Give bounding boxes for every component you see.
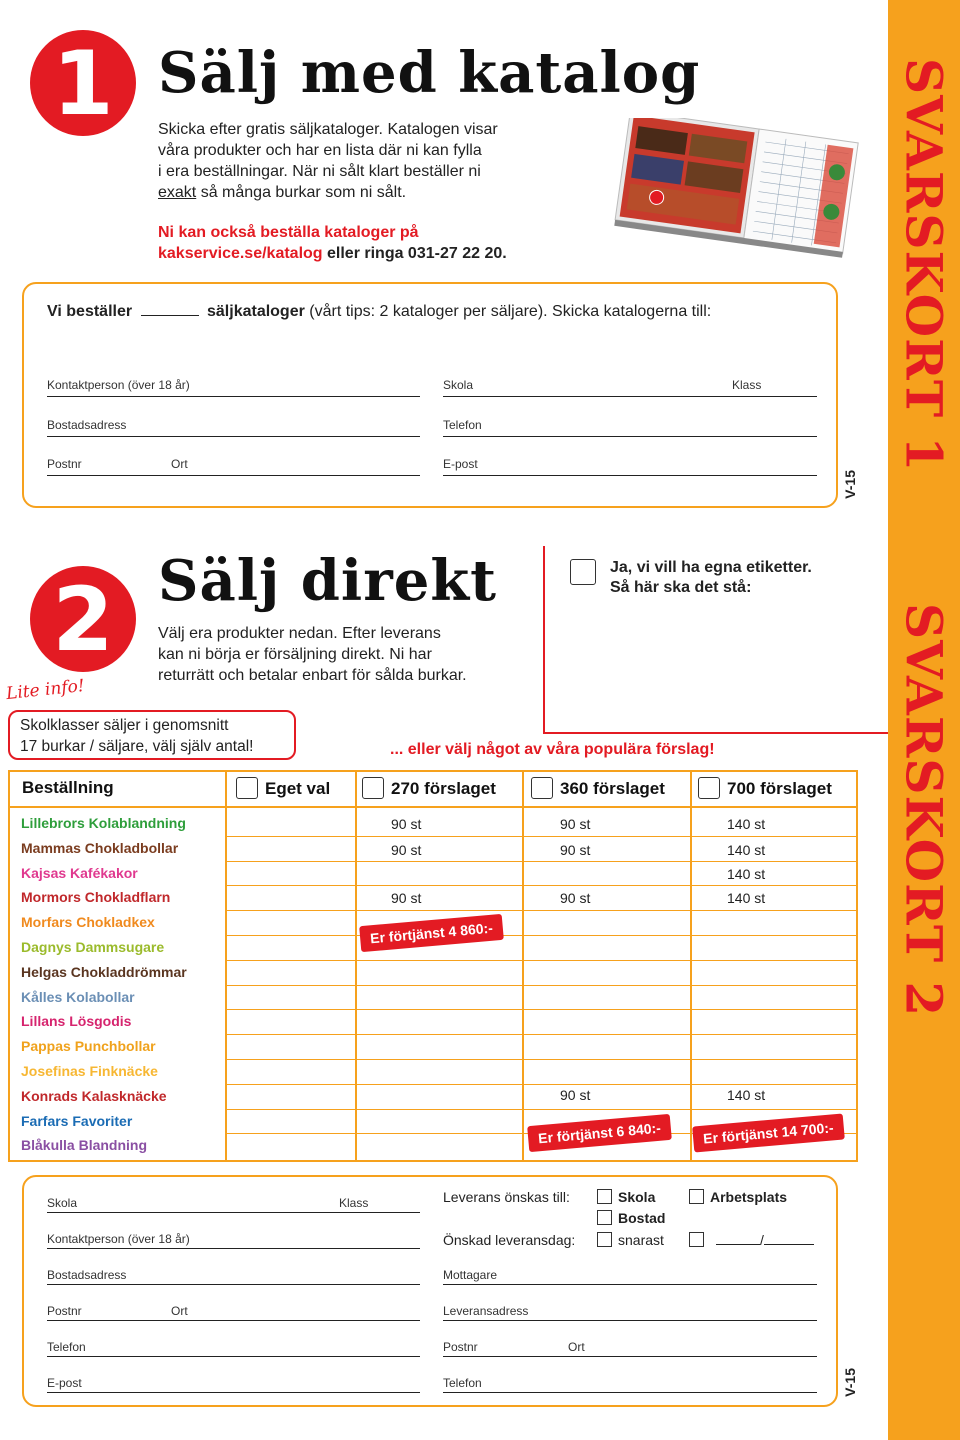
asap-checkbox[interactable] — [597, 1232, 612, 1247]
product-name: Josefinas Finknäcke — [21, 1063, 158, 1079]
info-line: 17 burkar / säljare, välj själv antal! — [20, 738, 254, 755]
product-name: Mammas Chokladbollar — [21, 840, 179, 856]
ort-label: Ort — [171, 457, 188, 471]
custom-labels-text — [610, 558, 812, 598]
ort-label: Ort — [171, 1304, 188, 1318]
phone-field[interactable] — [443, 1392, 817, 1393]
side-label-1: SVARSKORT 1 — [894, 57, 954, 473]
phone-label: Telefon — [443, 418, 482, 432]
order-header: Beställning — [22, 778, 114, 797]
qty-270: 90 st — [391, 890, 422, 906]
row-divider — [225, 1059, 858, 1060]
qty-700: 140 st — [727, 866, 766, 882]
row-divider — [225, 885, 858, 886]
contact-label: Kontaktperson (över 18 år) — [47, 1232, 190, 1246]
qty-700: 140 st — [727, 890, 766, 906]
delivery-to-label: Leverans önskas till: — [443, 1189, 570, 1205]
contact-label: Kontaktperson (över 18 år) — [47, 378, 190, 392]
step-2-badge: 2 — [30, 566, 136, 672]
catalog-quantity-input[interactable] — [141, 315, 199, 316]
section-2-title: Sälj direkt — [158, 548, 497, 614]
phone-label: Telefon — [47, 1340, 86, 1354]
row-divider — [225, 935, 858, 936]
delivery-address-label: Leveransadress — [443, 1304, 529, 1318]
product-name: Lillebrors Kolablandning — [21, 815, 186, 831]
postnr-label: Postnr — [47, 457, 82, 471]
contact-field[interactable] — [47, 1248, 420, 1249]
section-1-intro — [158, 119, 578, 203]
ort-label: Ort — [568, 1340, 585, 1354]
row-divider — [225, 1109, 858, 1110]
row-divider — [225, 1009, 858, 1010]
catalog-image — [598, 118, 868, 268]
postnr-ort-field[interactable] — [443, 1356, 817, 1357]
phone-field[interactable] — [443, 436, 817, 437]
section-1-title: Sälj med katalog — [158, 40, 701, 106]
version-code-2: V-15 — [842, 1368, 858, 1397]
intro-line: i era beställningar. När ni sålt klart beställer ni — [158, 163, 481, 180]
intro-line-rest: så många burkar som ni sålt. — [196, 184, 407, 201]
product-name: Kajsas Kafékakor — [21, 865, 138, 881]
row-divider — [225, 960, 858, 961]
school-field[interactable] — [443, 396, 817, 397]
recipient-field[interactable] — [443, 1284, 817, 1285]
date-separator: / — [760, 1232, 764, 1248]
table-col-divider — [690, 770, 692, 1162]
delivery-date-label: Önskad leveransdag: — [443, 1232, 576, 1248]
class-label: Klass — [339, 1196, 369, 1210]
address-field[interactable] — [47, 436, 420, 437]
recipient-label: Mottagare — [443, 1268, 498, 1282]
table-col-divider — [522, 770, 524, 1162]
qty-360: 90 st — [560, 842, 591, 858]
tip-text: (vårt tips: 2 kataloger per säljare). — [304, 303, 548, 320]
section-2-intro — [158, 623, 538, 686]
catalog-link[interactable]: kakservice.se/katalog — [158, 245, 323, 262]
intro-line: kan ni börja er försäljning direkt. Ni har — [158, 646, 432, 663]
email-label: E-post — [47, 1376, 82, 1390]
product-name: Helgas Chokladdrömmar — [21, 964, 187, 980]
earnings-360-badge: Er förtjänst 6 840:- — [527, 1114, 672, 1152]
labels-line: Så här ska det stå: — [610, 579, 752, 596]
info-tag: Lite info! — [5, 675, 86, 705]
suggestion-700-checkbox[interactable] — [698, 777, 720, 799]
intro-line — [158, 182, 578, 203]
product-name: Pappas Punchbollar — [21, 1038, 156, 1054]
label-frame-left — [543, 546, 545, 734]
asap-label: snarast — [618, 1232, 664, 1248]
address-field[interactable] — [47, 1284, 420, 1285]
popular-suggestions-text: ... eller välj något av våra populära förslag! — [390, 741, 715, 758]
suggestion-270-checkbox[interactable] — [362, 777, 384, 799]
qty-270: 90 st — [391, 842, 422, 858]
delivery-form-box — [22, 1175, 838, 1407]
school-label: Skola — [443, 378, 474, 392]
postnr-ort-field[interactable] — [47, 475, 420, 476]
table-col-divider — [355, 770, 357, 1162]
info-line: Skolklasser säljer i genomsnitt — [20, 717, 229, 734]
info-box — [8, 710, 296, 760]
product-name: Lillans Lösgodis — [21, 1013, 132, 1029]
table-col-divider — [225, 770, 227, 1162]
row-divider — [225, 910, 858, 911]
col-700: 700 förslaget — [727, 779, 832, 798]
qty-360: 90 st — [560, 890, 591, 906]
custom-labels-checkbox[interactable] — [570, 559, 596, 585]
intro-line: våra produkter och har en lista där ni kan fylla — [158, 142, 482, 159]
deliver-school-checkbox[interactable] — [597, 1189, 612, 1204]
class-label: Klass — [732, 378, 762, 392]
postnr-ort-field[interactable] — [47, 1320, 420, 1321]
intro-line: Skicka efter gratis säljkataloger. Katalogen visar — [158, 121, 498, 138]
school-field[interactable] — [47, 1212, 420, 1213]
row-divider — [225, 985, 858, 986]
email-field[interactable] — [47, 1392, 420, 1393]
version-code-1: V-15 — [842, 470, 858, 499]
side-label-2: SVARSKORT 2 — [894, 602, 954, 1018]
product-name: Kålles Kolabollar — [21, 989, 135, 1005]
labels-line: Ja, vi vill ha egna etiketter. — [610, 559, 812, 576]
product-name: Blåkulla Blandning — [21, 1137, 148, 1153]
intro-line: returrätt och betalar enbart för sålda burkar. — [158, 667, 467, 684]
qty-700: 140 st — [727, 816, 766, 832]
we-order-label: Vi beställer — [47, 303, 133, 320]
address-label: Bostadsadress — [47, 1268, 127, 1282]
qty-360-konrad: 90 st — [560, 1087, 591, 1103]
email-field[interactable] — [443, 475, 817, 476]
deliver-school-label: Skola — [618, 1189, 656, 1205]
address-label: Bostadsadress — [47, 418, 127, 432]
qty-360: 90 st — [560, 816, 591, 832]
row-divider — [225, 1034, 858, 1035]
product-name: Farfars Favoriter — [21, 1113, 133, 1129]
phone-text: eller ringa 031-27 22 20. — [322, 245, 507, 262]
date-checkbox[interactable] — [689, 1232, 704, 1247]
intro-line: Välj era produkter nedan. Efter leverans — [158, 625, 441, 642]
row-divider — [225, 1084, 858, 1085]
product-name: Mormors Chokladflarn — [21, 889, 171, 905]
step-1-badge: 1 — [30, 30, 136, 136]
col-own-choice: Eget val — [265, 779, 331, 798]
qty-270: 90 st — [391, 816, 422, 832]
contact-field[interactable] — [47, 396, 420, 397]
product-name: Konrads Kalasknäcke — [21, 1088, 167, 1104]
col-360: 360 förslaget — [560, 779, 665, 798]
deliver-work-checkbox[interactable] — [689, 1189, 704, 1204]
order-catalog-info — [158, 222, 598, 264]
label-frame-bottom — [543, 732, 888, 734]
table-header-divider — [8, 806, 858, 808]
delivery-address-field[interactable] — [443, 1320, 817, 1321]
postnr-label: Postnr — [47, 1304, 82, 1318]
deliver-home-label: Bostad — [618, 1210, 666, 1226]
row-divider — [225, 836, 858, 837]
exakt-word: exakt — [158, 184, 197, 201]
earnings-270-badge: Er förtjänst 4 860:- — [359, 914, 504, 952]
phone-label: Telefon — [443, 1376, 482, 1390]
school-label: Skola — [47, 1196, 78, 1210]
qty-700-konrad: 140 st — [727, 1087, 766, 1103]
catalog-order-line — [47, 303, 711, 321]
email-label: E-post — [443, 457, 478, 471]
send-to-text: Skicka katalogerna till: — [547, 303, 712, 320]
sales-catalogs-label: säljkataloger — [207, 303, 305, 320]
qty-700: 140 st — [727, 842, 766, 858]
product-name: Morfars Chokladkex — [21, 914, 155, 930]
date-input[interactable] — [716, 1232, 814, 1248]
deliver-home-checkbox[interactable] — [597, 1210, 612, 1225]
own-choice-checkbox[interactable] — [236, 777, 258, 799]
phone-field[interactable] — [47, 1356, 420, 1357]
postnr-label: Postnr — [443, 1340, 478, 1354]
suggestion-360-checkbox[interactable] — [531, 777, 553, 799]
order-line: Ni kan också beställa kataloger på — [158, 224, 419, 241]
row-divider — [225, 861, 858, 862]
product-name: Dagnys Dammsugare — [21, 939, 165, 955]
deliver-work-label: Arbetsplats — [710, 1189, 788, 1205]
earnings-700-badge: Er förtjänst 14 700:- — [692, 1113, 844, 1152]
col-270: 270 förslaget — [391, 779, 496, 798]
